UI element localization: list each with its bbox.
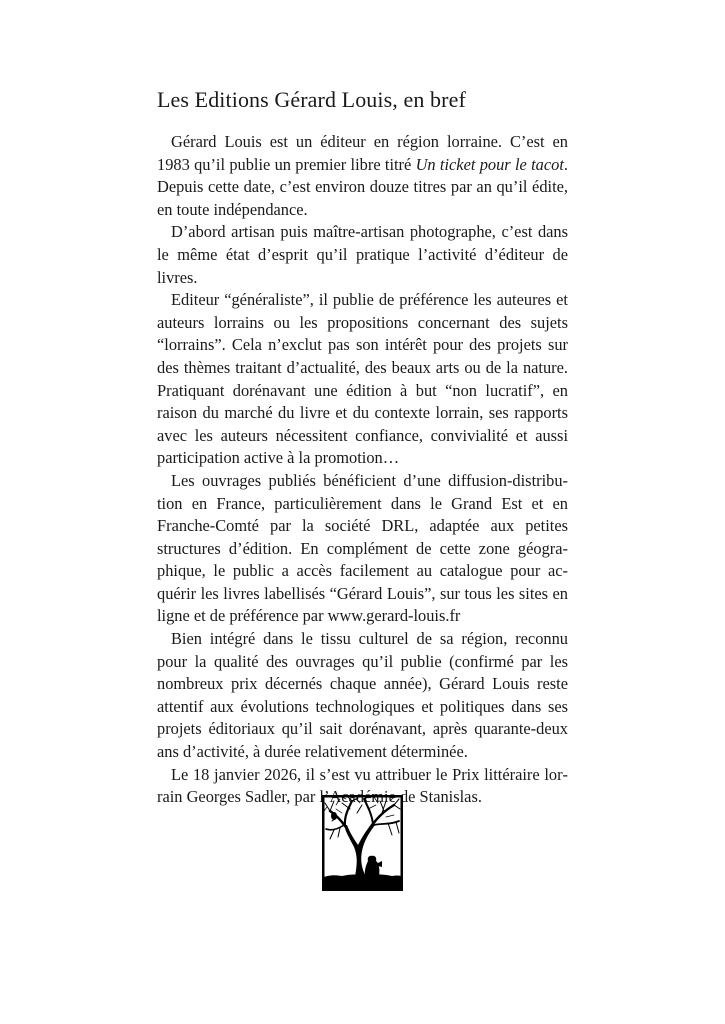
paragraph-editorial-line: Editeur “généraliste”, il publie de préférence les auteures et auteurs lorrains ou les propositions concernant des sujets “lorrains”. Cela n’exclut pas son intérêt pour des projets sur des thèmes traitant d’actualité, des beaux arts ou de la nature. Pratiquant dorénavant une édition à but “non lucratif”, en raison du marché du livre et du contexte lorrain, ses rapports avec les auteurs nécessitent confiance, convivialité et aussi participation active à la promotion… [157,290,568,468]
paragraph-intro-text-after: . Depuis cette date, c’est environ douze titres par an qu’il édite, en toute indépendance. [157,154,568,219]
tree-silhouette-icon [322,795,403,891]
book-title: Un ticket pour le tacot [415,154,564,174]
paragraph-distribution: Les ouvrages publiés bénéficient d’une diffusion-distribution en France, particulièrement dans le Grand Est et en Franche-Comté par la société DRL, adaptée aux petites structures d’édition. En complément de cette zone géographique, le public a accès facilement au catalogue pour acquérir les livres labellisés “Gérard Louis”, sur tous les sites en ligne et de préférence par www.gerard-louis.fr [157,470,568,626]
paragraph-intro [157,131,568,221]
paragraph-background: D’abord artisan puis maître-artisan photographe, c’est dans le même état d’esprit qu’il pratique l’activité d’éditeur de livres. [157,222,568,287]
paragraph-award: Le 18 janvier 2026, il s’est vu attribuer le Prix littéraire lorrain Georges Sadler, par l’Académie de Stanislas. [157,764,568,807]
page-title: Les Editions Gérard Louis, en bref [157,87,466,112]
body-text [157,131,568,809]
paragraph-intro-text-before: Gérard Louis est un éditeur en région lorraine. C’est en 1983 qu’il publie un premier libre titré [157,132,568,174]
paragraph-recognition: Bien intégré dans le tissu culturel de sa région, reconnu pour la qualité des ouvrages qu’il publie (confirmé par les nombreux prix décernés chaque année), Gérard Louis reste attentif aux évolutions technologiques et politiques dans ses projets éditoriaux qu’il sait dorénavant, après quarante-deux ans d’activité, à durée relativement déterminée. [157,629,568,762]
